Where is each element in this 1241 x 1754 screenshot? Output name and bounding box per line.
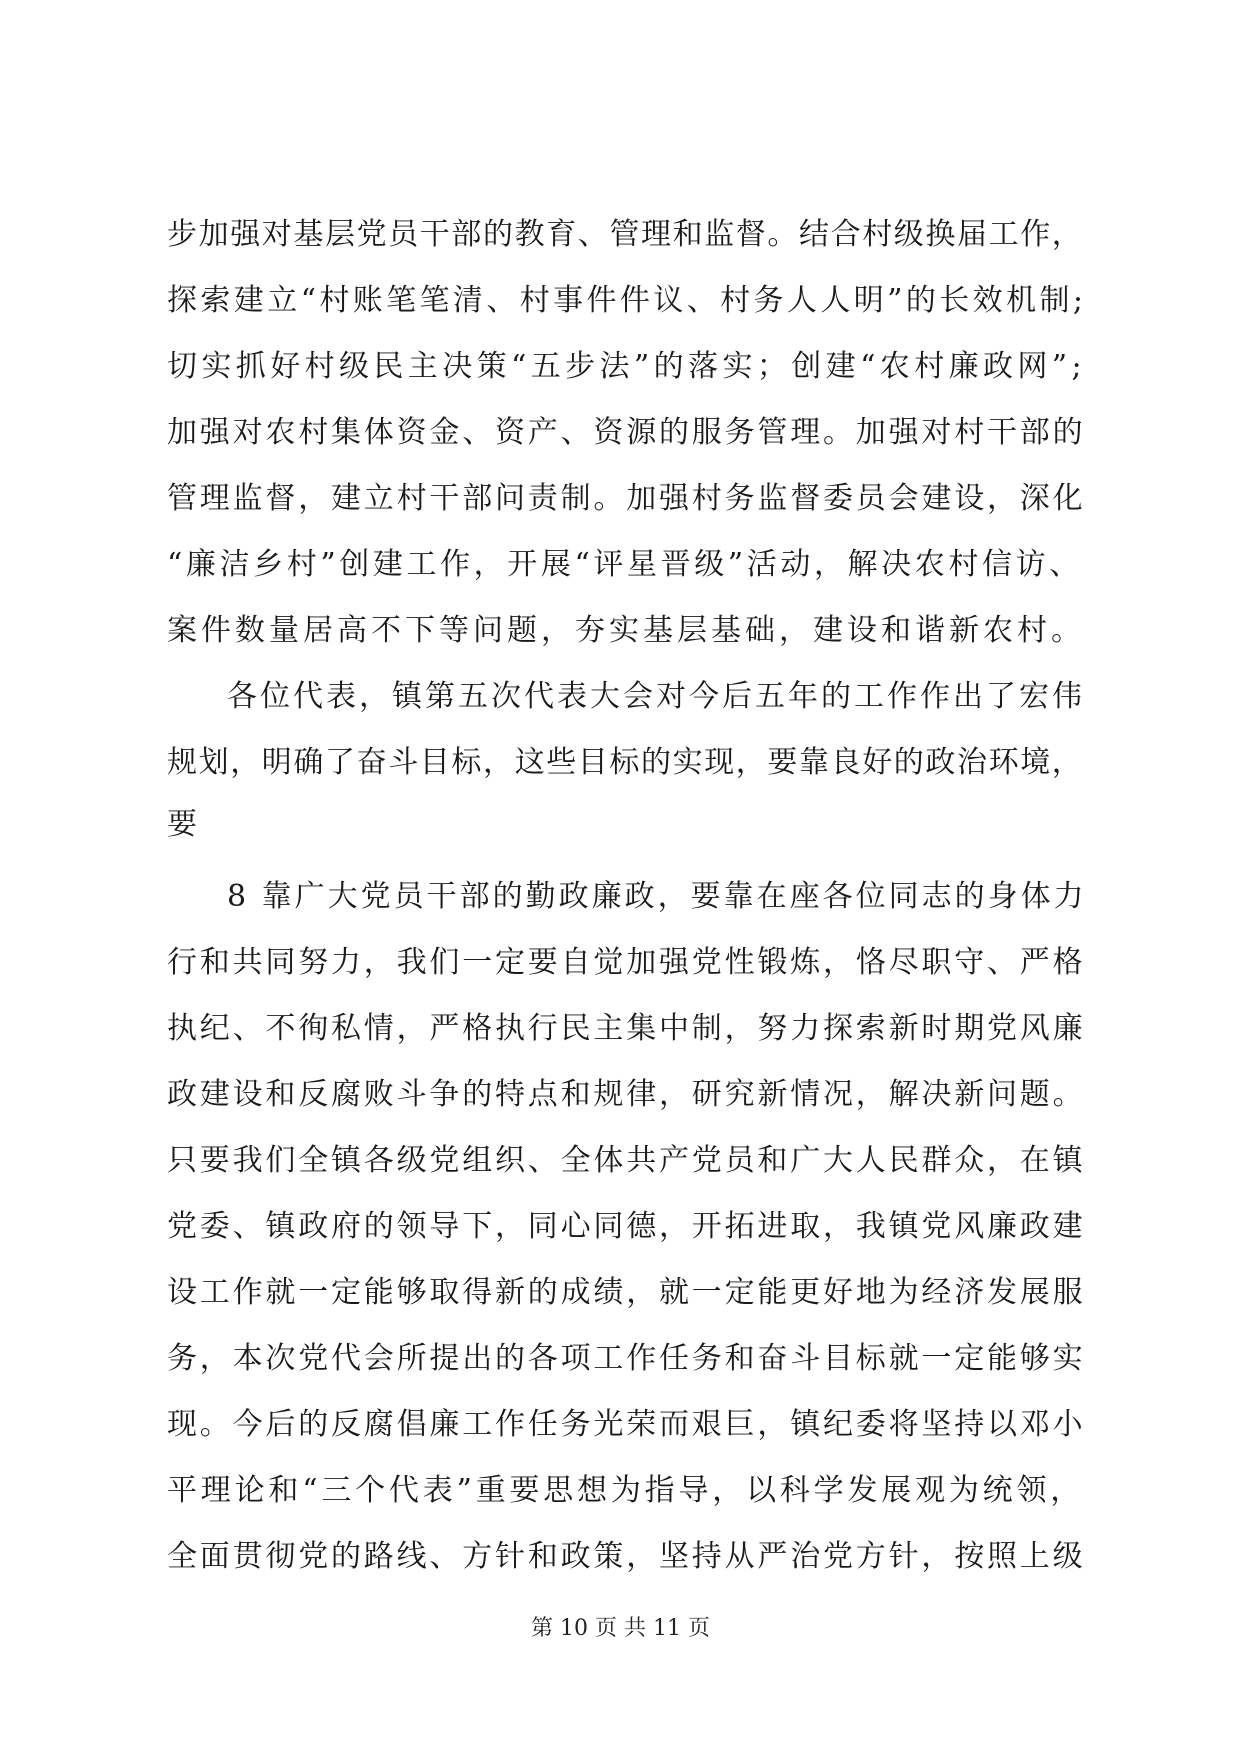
text-line: 案件数量居高不下等问题，夯实基层基础，建设和谐新农村。 <box>167 613 1085 648</box>
text-line: 行和共同努力，我们一定要自觉加强党性锻炼，恪尽职守、严格 <box>167 945 1086 980</box>
paragraph-first-line: 8 靠广大党员干部的勤政廉政，要靠在座各位同志的身体力 <box>227 879 1087 914</box>
text-line: 切实抓好村级民主决策“五步法”的落实；创建“农村廉政网”; <box>167 349 1087 384</box>
page-number-footer: 第 10 页 共 11 页 <box>531 1616 710 1641</box>
text-line: 要 <box>167 807 202 842</box>
text-line: 只要我们全镇各级党组织、全体共产党员和广大人民群众，在镇 <box>167 1143 1086 1178</box>
text-line: 管理监督，建立村干部问责制。加强村务监督委员会建设，深化 <box>167 481 1086 516</box>
paragraph-first-line: 各位代表，镇第五次代表大会对今后五年的工作作出了宏伟 <box>227 679 1085 714</box>
text-line: 平理论和“三个代表”重要思想为指导，以科学发展观为统领， <box>167 1473 1085 1508</box>
text-line: 步加强对基层党员干部的教育、管理和监督。结合村级换届工作， <box>167 217 1084 252</box>
text-line: 现。今后的反腐倡廉工作任务光荣而艰巨，镇纪委将坚持以邓小 <box>167 1407 1086 1442</box>
text-line: “廉洁乡村”创建工作，开展“评星晋级”活动，解决农村信访、 <box>167 547 1083 582</box>
text-line: 政建设和反腐败斗争的特点和规律，研究新情况，解决新问题。 <box>167 1077 1086 1112</box>
text-line: 执纪、不徇私情，严格执行民主集中制，努力探索新时期党风廉 <box>167 1011 1086 1046</box>
text-line: 加强对农村集体资金、资产、资源的服务管理。加强对村干部的 <box>167 415 1086 450</box>
text-line: 全面贯彻党的路线、方针和政策，坚持从严治党方针，按照上级 <box>167 1539 1086 1574</box>
text-line: 党委、镇政府的领导下，同心同德，开拓进取，我镇党风廉政建 <box>167 1209 1086 1244</box>
text-line: 探索建立“村账笔笔清、村事件件议、村务人人明”的长效机制; <box>167 283 1087 318</box>
text-line: 务，本次党代会所提出的各项工作任务和奋斗目标就一定能够实 <box>167 1341 1086 1376</box>
text-line: 规划，明确了奋斗目标，这些目标的实现，要靠良好的政治环境， <box>167 745 1084 780</box>
text-line: 设工作就一定能够取得新的成绩，就一定能更好地为经济发展服 <box>167 1275 1086 1310</box>
